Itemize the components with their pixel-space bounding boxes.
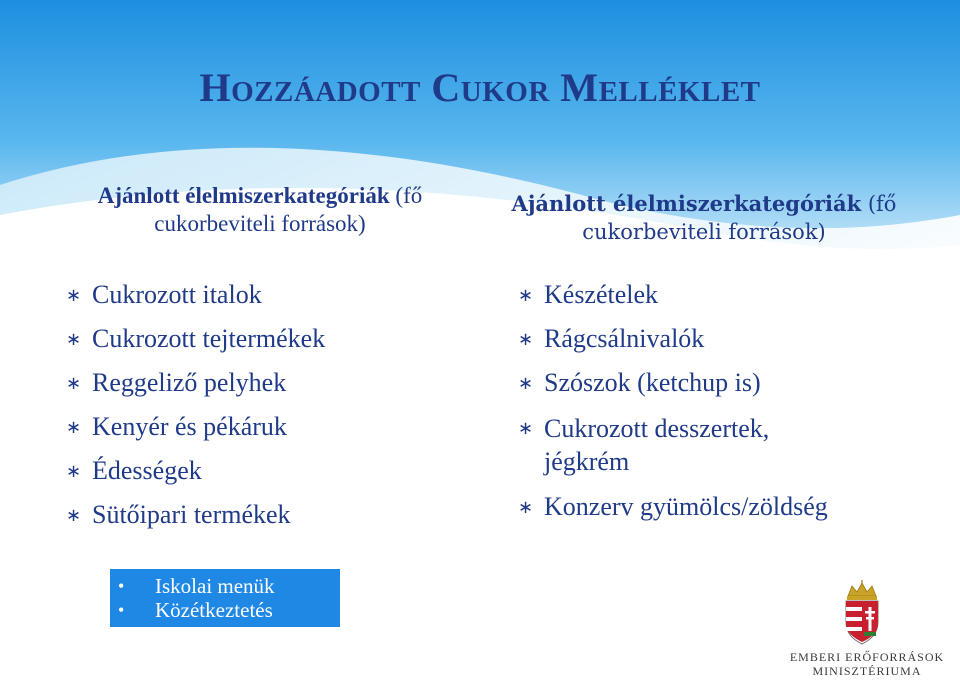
list-item: ∗ Reggeliző pelyhek — [66, 368, 287, 397]
list-item: ∗ Szószok (ketchup is) — [518, 368, 761, 397]
asterisk-bullet-icon: ∗ — [66, 285, 82, 305]
list-item: ∗ Sütőipari termékek — [66, 500, 291, 529]
asterisk-bullet-icon: ∗ — [66, 329, 82, 349]
list-item: ∗ Cukrozott italok — [66, 280, 262, 309]
asterisk-bullet-icon: ∗ — [518, 285, 534, 305]
left-column-heading: Ajánlott élelmiszerkategóriák (fő cukorbeviteli források) — [97, 183, 423, 236]
asterisk-bullet-icon: ∗ — [518, 329, 534, 349]
list-item: ∗ Cukrozott desszertek, jégkrém — [518, 414, 770, 476]
bullet-dot-icon: • — [118, 600, 125, 620]
right-column-heading: Ajánlott élelmiszerkategóriák (fő cukorbeviteli források) — [511, 191, 897, 244]
asterisk-bullet-icon: ∗ — [518, 373, 534, 393]
right-category-list — [514, 280, 934, 536]
ministry-logo-text: EMBERI ERŐFORRÁSOK MINISZTÉRIUMA — [789, 650, 945, 678]
asterisk-bullet-icon: ∗ — [66, 461, 82, 481]
asterisk-bullet-icon: ∗ — [66, 373, 82, 393]
page-title: HOZZÁADOTT CUKOR MELLÉKLET — [199, 65, 761, 110]
asterisk-bullet-icon: ∗ — [518, 418, 534, 438]
left-category-list — [62, 280, 462, 544]
list-item: ∗ Édességek — [66, 456, 202, 485]
asterisk-bullet-icon: ∗ — [66, 505, 82, 525]
highlight-box — [110, 569, 340, 627]
list-item: ∗ Rágcsálnivalók — [518, 324, 705, 353]
bullet-dot-icon: • — [118, 576, 125, 596]
list-item: ∗ Kenyér és pékáruk — [66, 412, 287, 441]
box-list-item: • Iskolai menük — [118, 574, 275, 598]
list-item: ∗ Cukrozott tejtermékek — [66, 324, 326, 353]
asterisk-bullet-icon: ∗ — [66, 417, 82, 437]
list-item: ∗ Konzerv gyümölcs/zöldség — [518, 492, 828, 521]
box-list-item: • Közétkeztetés — [118, 598, 273, 622]
list-item: ∗ Készételek — [518, 280, 659, 309]
asterisk-bullet-icon: ∗ — [518, 497, 534, 517]
